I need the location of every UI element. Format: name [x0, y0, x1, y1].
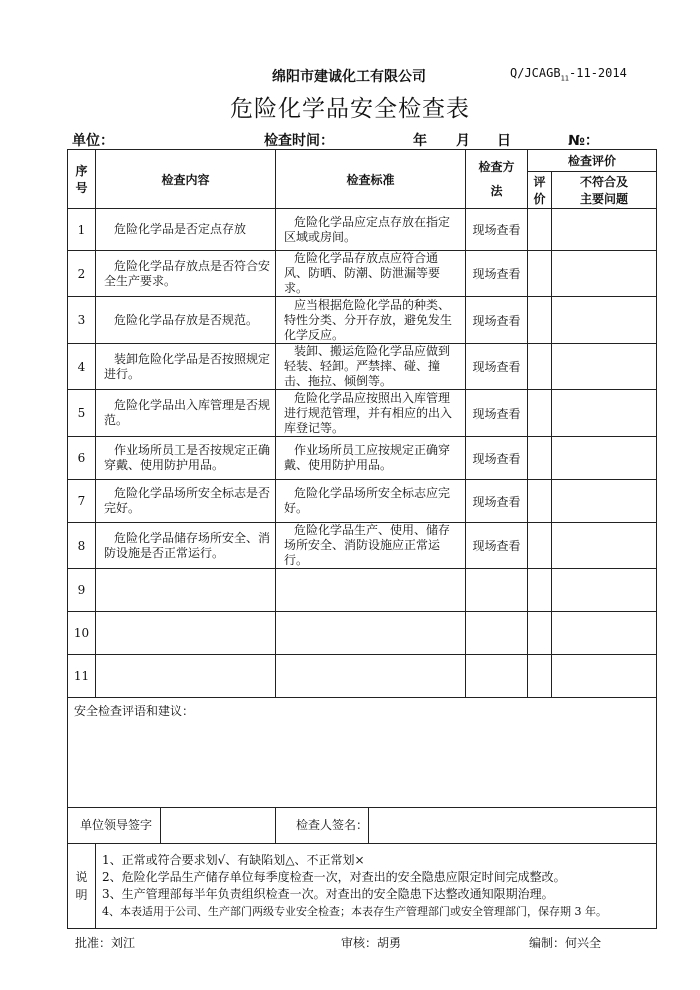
issues-line-1: 不符合及 [580, 175, 629, 189]
row-content: 作业场所员工是否按规定正确穿戴、使用防护用品。 [96, 437, 276, 480]
row-issues-cell[interactable] [552, 655, 657, 698]
inspection-table [67, 149, 657, 929]
compiled-by [529, 934, 601, 951]
row-standard[interactable] [276, 569, 466, 612]
row-issues-cell[interactable] [552, 297, 657, 344]
row-rating-cell[interactable] [528, 480, 552, 523]
row-no: 10 [68, 612, 96, 655]
row-method: 现场查看 [466, 297, 528, 344]
col-header-rating: 评价 [528, 172, 552, 209]
year-label: 年 [413, 133, 427, 149]
author-name: 何兴全 [565, 936, 602, 950]
approve-name: 刘江 [111, 936, 136, 950]
notes-content [96, 844, 657, 929]
col-header-method: 检查方法 [466, 150, 528, 209]
month-label: 月 [456, 133, 470, 149]
row-content: 危险化学品存放是否规范。 [96, 297, 276, 344]
row-standard: 危险化学品生产、使用、储存场所安全、消防设施应正常运行。 [276, 523, 466, 569]
row-rating-cell[interactable] [528, 569, 552, 612]
inspection-time-label: 检查时间： [264, 133, 334, 149]
document-number [510, 66, 627, 82]
row-rating-cell[interactable] [528, 437, 552, 480]
table-row [68, 251, 657, 297]
row-standard: 危险化学品存放点应符合通风、防晒、防潮、防泄漏等要求。 [276, 251, 466, 297]
row-rating-cell[interactable] [528, 655, 552, 698]
row-no: 1 [68, 209, 96, 251]
col-header-issues [552, 172, 657, 209]
row-content[interactable] [96, 655, 276, 698]
remarks-label: 安全检查评语和建议： [74, 704, 195, 718]
review-label: 审核： [341, 936, 378, 950]
row-content: 危险化学品存放点是否符合安全生产要求。 [96, 251, 276, 297]
inspector-sign-label: 检查人签名： [282, 808, 369, 843]
row-issues-cell[interactable] [552, 480, 657, 523]
row-method: 现场查看 [466, 480, 528, 523]
row-standard: 危险化学品应定点存放在指定区域或房间。 [276, 209, 466, 251]
doc-no-prefix: Q/JCAGB [510, 66, 561, 80]
row-method: 现场查看 [466, 437, 528, 480]
reviewed-by [341, 934, 401, 951]
leader-signature-cell [68, 808, 276, 844]
row-rating-cell[interactable] [528, 297, 552, 344]
table-row [68, 480, 657, 523]
row-rating-cell[interactable] [528, 344, 552, 390]
company-name: 绵阳市建诚化工有限公司 [272, 69, 426, 85]
inspector-sign-field[interactable] [369, 808, 656, 843]
row-no: 8 [68, 523, 96, 569]
row-no: 6 [68, 437, 96, 480]
author-label: 编制： [529, 936, 566, 950]
row-no: 2 [68, 251, 96, 297]
row-content: 装卸危险化学品是否按照规定进行。 [96, 344, 276, 390]
table-row [68, 523, 657, 569]
row-method: 现场查看 [466, 209, 528, 251]
table-row [68, 437, 657, 480]
approved-by [75, 934, 135, 951]
number-label: №： [568, 133, 599, 149]
col-header-seq: 序号 [68, 150, 96, 209]
approve-label: 批准： [75, 936, 112, 950]
note-line: 3、生产管理部每半年负责组织检查一次。对查出的安全隐患下达整改通知限期治理。 [102, 887, 554, 901]
table-row [68, 655, 657, 698]
row-method[interactable] [466, 655, 528, 698]
col-header-standard: 检查标准 [276, 150, 466, 209]
row-rating-cell[interactable] [528, 612, 552, 655]
doc-no-sub: 11 [560, 74, 570, 83]
row-issues-cell[interactable] [552, 344, 657, 390]
row-no: 9 [68, 569, 96, 612]
review-name: 胡勇 [377, 936, 402, 950]
page-title: 危险化学品安全检查表 [230, 96, 470, 122]
row-method: 现场查看 [466, 251, 528, 297]
row-issues-cell[interactable] [552, 390, 657, 437]
row-no: 5 [68, 390, 96, 437]
row-standard: 作业场所员工应按规定正确穿戴、使用防护用品。 [276, 437, 466, 480]
row-issues-cell[interactable] [552, 523, 657, 569]
row-content[interactable] [96, 569, 276, 612]
row-standard: 危险化学品应按照出入库管理进行规范管理，并有相应的出入库登记等。 [276, 390, 466, 437]
leader-sign-field[interactable] [161, 808, 275, 843]
remarks-field[interactable] [68, 698, 657, 808]
row-standard[interactable] [276, 612, 466, 655]
row-no: 3 [68, 297, 96, 344]
table-row [68, 390, 657, 437]
row-method: 现场查看 [466, 390, 528, 437]
note-line: 2、危险化学品生产储存单位每季度检查一次，对查出的安全隐患应限定时间完成整改。 [102, 870, 566, 884]
row-rating-cell[interactable] [528, 523, 552, 569]
col-header-evaluation: 检查评价 [528, 150, 657, 172]
row-no: 7 [68, 480, 96, 523]
inspector-signature-cell [276, 808, 657, 844]
col-header-content: 检查内容 [96, 150, 276, 209]
row-method[interactable] [466, 569, 528, 612]
row-content[interactable] [96, 612, 276, 655]
row-no: 11 [68, 655, 96, 698]
row-content: 危险化学品出入库管理是否规范。 [96, 390, 276, 437]
table-row [68, 612, 657, 655]
row-rating-cell[interactable] [528, 390, 552, 437]
row-standard: 应当根据危险化学品的种类、特性分类、分开存放，避免发生化学反应。 [276, 297, 466, 344]
row-issues-cell[interactable] [552, 437, 657, 480]
doc-no-suffix: -11-2014 [569, 66, 627, 80]
row-content: 危险化学品场所安全标志是否完好。 [96, 480, 276, 523]
note-line: 4、本表适用于公司、生产部门两级专业安全检查；本表存生产管理部门或安全管理部门，保存期 3 年。 [102, 905, 607, 918]
row-issues-cell[interactable] [552, 569, 657, 612]
row-standard: 装卸、搬运危险化学品应做到轻装、轻卸。严禁摔、碰、撞击、拖拉、倾倒等。 [276, 344, 466, 390]
row-content: 危险化学品储存场所安全、消防设施是否正常运行。 [96, 523, 276, 569]
leader-sign-label: 单位领导签字 [74, 808, 161, 843]
table-row [68, 344, 657, 390]
note-line: 1、正常或符合要求划√、有缺陷划△、不正常划× [102, 853, 365, 867]
table-row [68, 297, 657, 344]
row-standard: 危险化学品场所安全标志应完好。 [276, 480, 466, 523]
row-standard[interactable] [276, 655, 466, 698]
notes-label: 说明 [68, 844, 96, 929]
row-content: 危险化学品是否定点存放 [96, 209, 276, 251]
issues-line-2: 主要问题 [580, 192, 629, 206]
row-method: 现场查看 [466, 344, 528, 390]
row-method[interactable] [466, 612, 528, 655]
table-row [68, 569, 657, 612]
row-method: 现场查看 [466, 523, 528, 569]
table-row [68, 209, 657, 251]
row-issues-cell[interactable] [552, 612, 657, 655]
row-issues-cell[interactable] [552, 251, 657, 297]
row-issues-cell[interactable] [552, 209, 657, 251]
day-label: 日 [497, 133, 511, 149]
unit-label: 单位： [72, 133, 114, 149]
row-rating-cell[interactable] [528, 209, 552, 251]
row-no: 4 [68, 344, 96, 390]
row-rating-cell[interactable] [528, 251, 552, 297]
